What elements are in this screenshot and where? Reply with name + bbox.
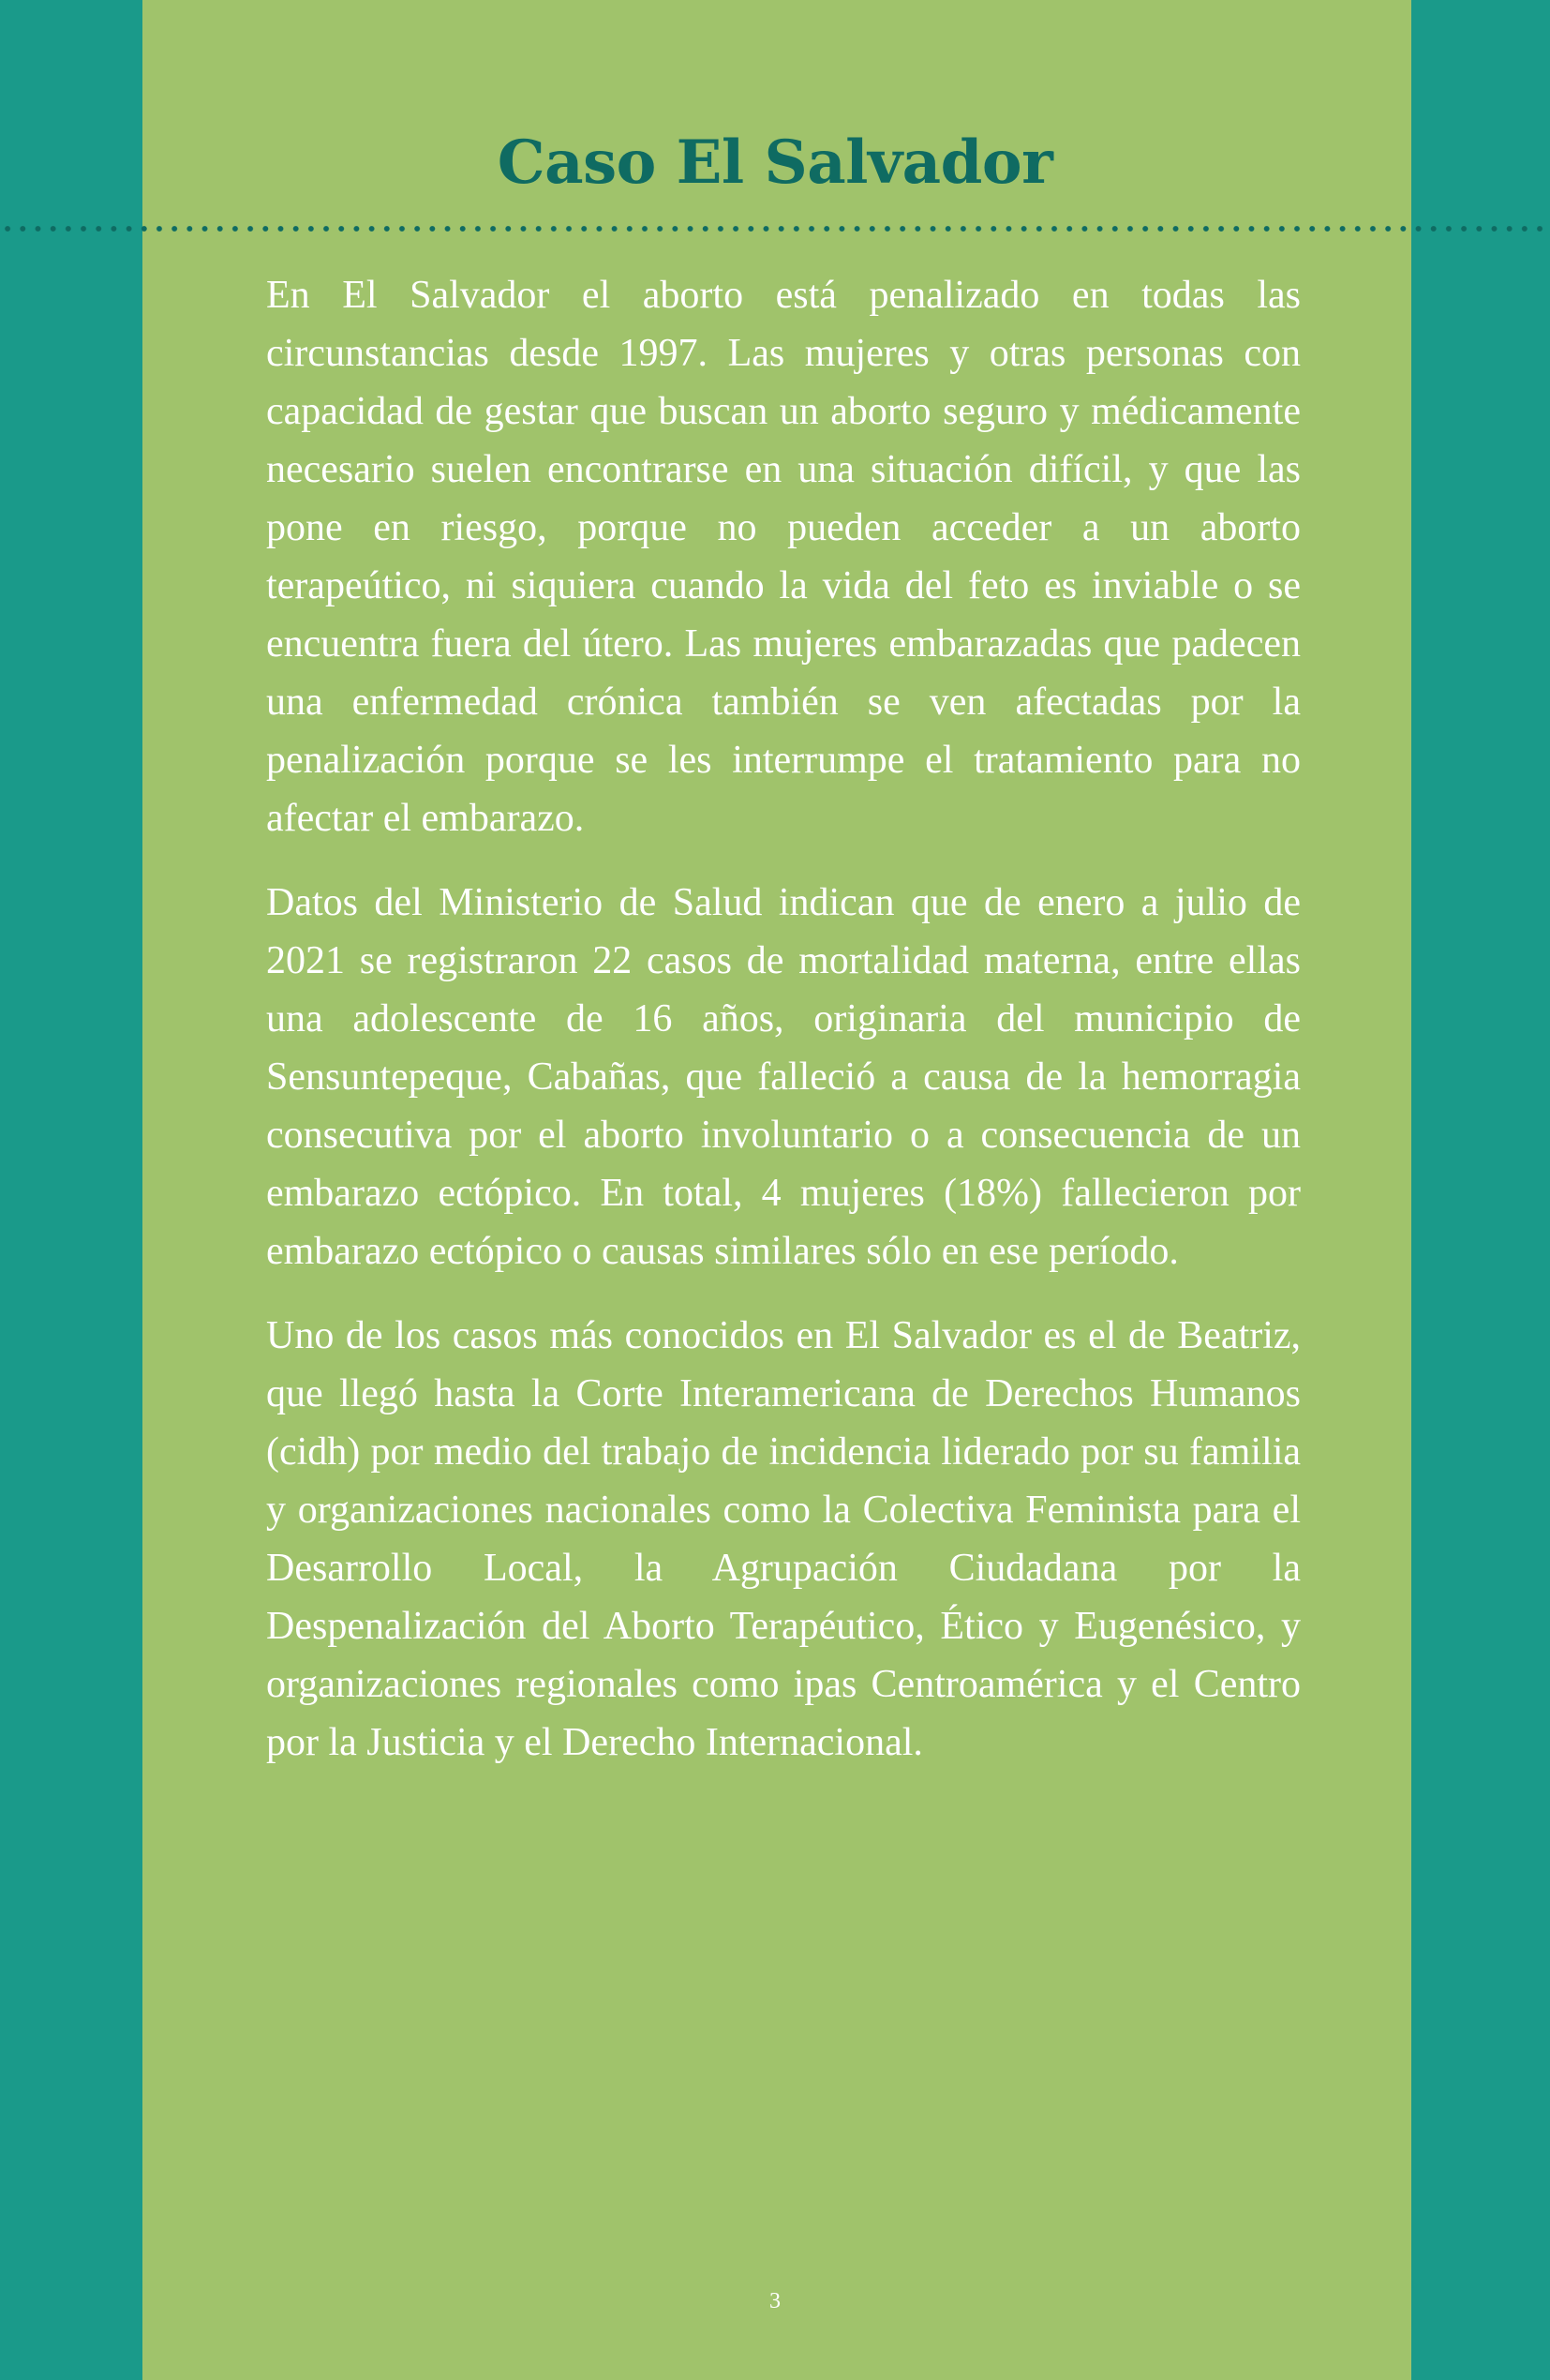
dotted-divider (0, 223, 1550, 234)
paragraph-2: Datos del Ministerio de Salud indican que de enero a julio de 2021 se registraron 22 casos de mortalidad materna, entre ellas una adolescente de 16 años, originaria del municipio de Sensuntepeque, Cabañas, que falleció a causa de la hemorragia consecutiva por el aborto involuntario o a consecuencia de un embarazo ectópico. En total, 4 mujeres (18%) fallecieron por embarazo ectópico o causas similares sólo en ese período. (266, 881, 1301, 1273)
page-number: 3 (769, 2289, 781, 2313)
page-title: Caso El Salvador (497, 127, 1053, 198)
body-text (266, 266, 1301, 1798)
paragraph-3: Uno de los casos más conocidos en El Salvador es el de Beatriz, que llegó hasta la Corte Interamericana de Derechos Humanos (cidh) por medio del trabajo de incidencia liderado por su familia y organizaciones nacionales como la Colectiva Feminista para el Desarrollo Local, la Agrupación Ciudadana por la Despenalización del Aborto Terapéutico, Ético y Eugenésico, y organizaciones regionales como ipas Centroamérica y el Centro por la Justicia y el Derecho Internacional. (266, 1314, 1301, 1764)
paragraph-1: En El Salvador el aborto está penalizado en todas las circunstancias desde 1997. Las mujeres y otras personas con capacidad de gestar que buscan un aborto seguro y médicamente necesario suelen encontrarse en una situación difícil, y que las pone en riesgo, porque no pueden acceder a un aborto terapeútico, ni siquiera cuando la vida del feto es inviable o se encuentra fuera del útero. Las mujeres embarazadas que padecen una enfermedad crónica también se ven afectadas por la penalización porque se les interrumpe el tratamiento para no afectar el embarazo. (266, 274, 1301, 840)
